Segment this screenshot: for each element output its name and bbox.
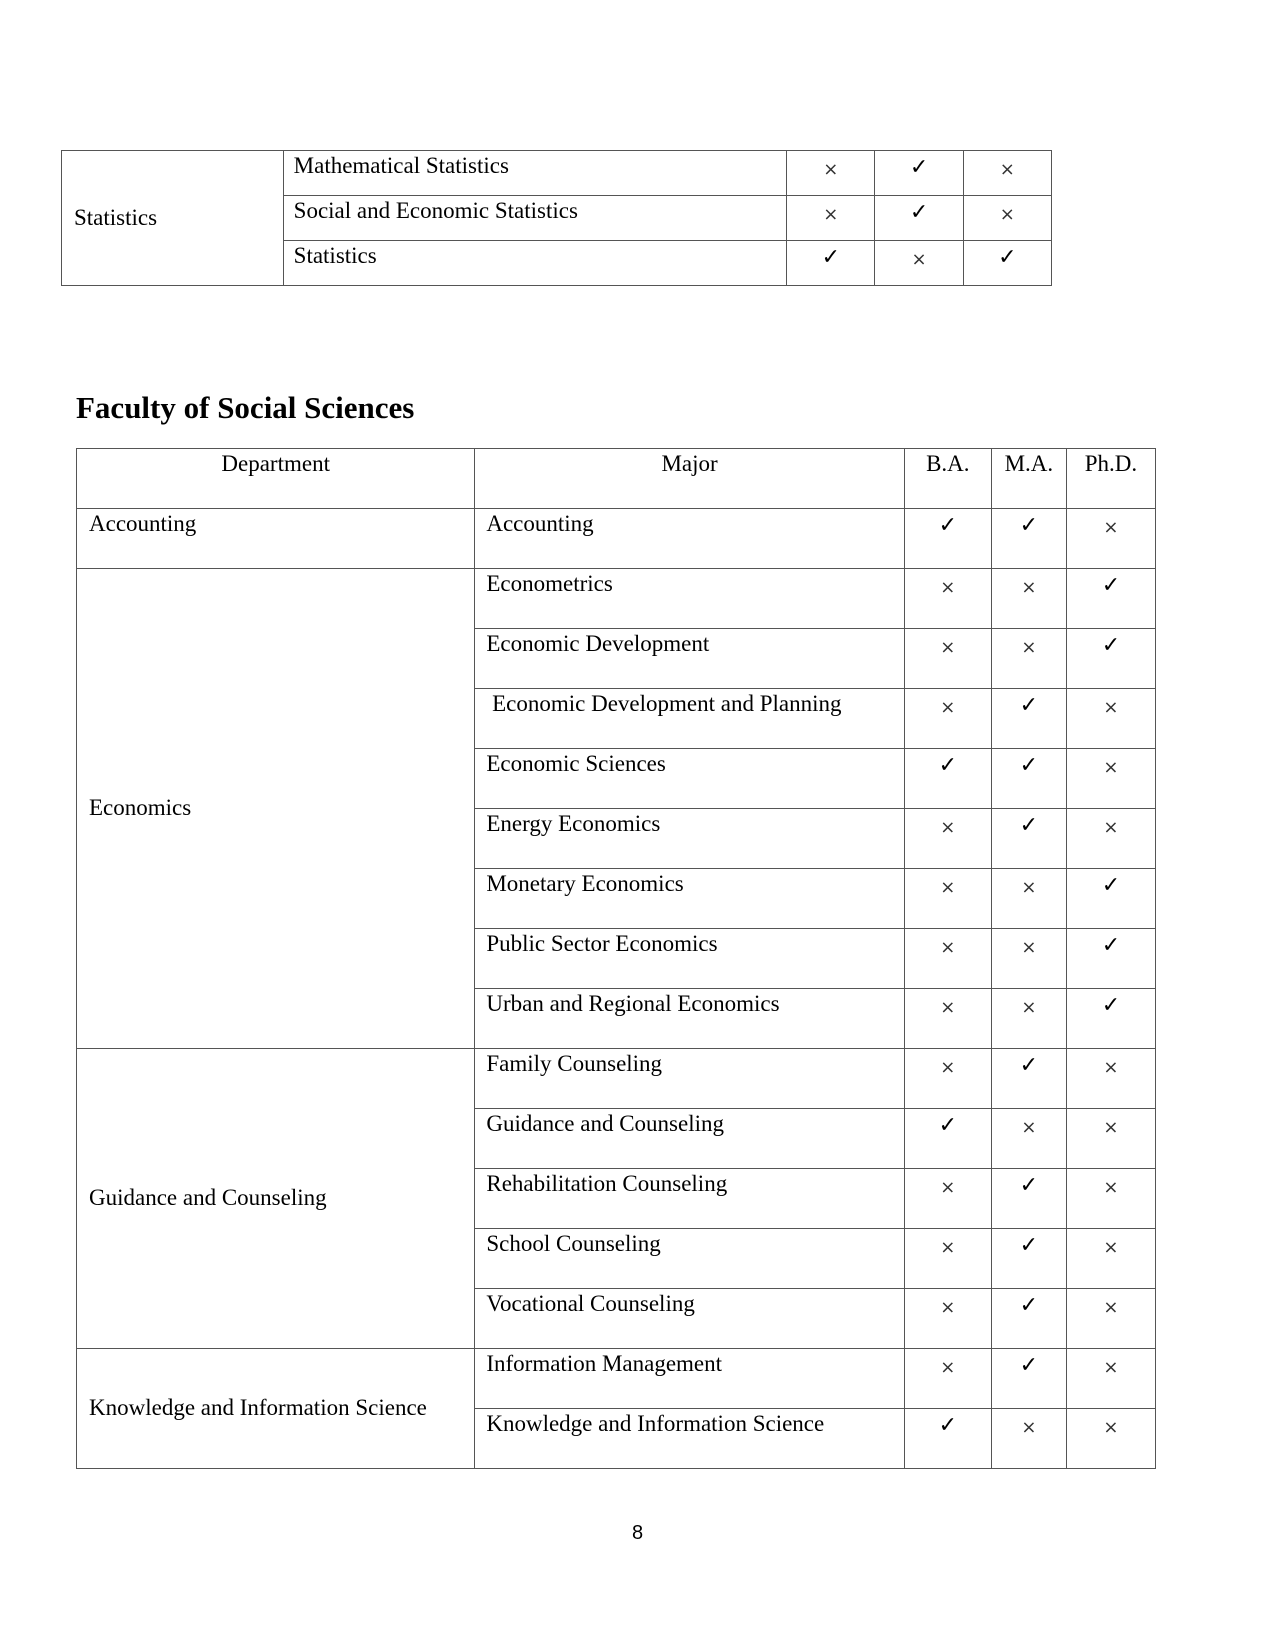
ma-cell	[875, 196, 963, 241]
cross-icon: ×	[1103, 697, 1119, 718]
phd-cell	[1066, 749, 1155, 809]
table-row	[77, 1049, 1156, 1109]
cross-icon: ×	[1103, 757, 1119, 778]
major-cell: Monetary Economics	[475, 869, 904, 929]
phd-cell	[1066, 569, 1155, 629]
table-header	[77, 449, 1156, 509]
cross-icon: ×	[940, 1357, 956, 1378]
cross-icon: ×	[1103, 1297, 1119, 1318]
major-cell: Statistics	[283, 241, 787, 286]
phd-cell	[1066, 509, 1155, 569]
major-cell: Social and Economic Statistics	[283, 196, 787, 241]
phd-cell	[1066, 1109, 1155, 1169]
cross-icon: ×	[940, 997, 956, 1018]
check-icon: ✓	[1019, 513, 1039, 538]
check-icon: ✓	[998, 245, 1017, 270]
major-cell: Urban and Regional Economics	[475, 989, 904, 1049]
department-cell: Statistics	[62, 151, 284, 286]
phd-cell	[1066, 929, 1155, 989]
department-cell: Economics	[77, 569, 475, 1049]
major-cell: School Counseling	[475, 1229, 904, 1289]
check-icon: ✓	[1101, 873, 1121, 898]
phd-cell	[1066, 1049, 1155, 1109]
ba-cell	[904, 1289, 991, 1349]
major-cell: Accounting	[475, 509, 904, 569]
check-icon: ✓	[1019, 1173, 1039, 1198]
phd-cell	[1066, 1289, 1155, 1349]
cross-icon: ×	[940, 1177, 956, 1198]
ma-cell	[991, 1409, 1066, 1469]
ma-cell	[991, 1169, 1066, 1229]
ma-cell	[991, 629, 1066, 689]
major-cell: Vocational Counseling	[475, 1289, 904, 1349]
phd-cell	[1066, 809, 1155, 869]
phd-cell	[1066, 1409, 1155, 1469]
ba-cell	[787, 151, 875, 196]
major-cell: Energy Economics	[475, 809, 904, 869]
cross-icon: ×	[940, 697, 956, 718]
department-cell: Knowledge and Information Science	[77, 1349, 475, 1469]
check-icon: ✓	[1019, 1293, 1039, 1318]
cross-icon: ×	[940, 937, 956, 958]
check-icon: ✓	[938, 753, 957, 778]
page-number: 8	[631, 1522, 644, 1544]
check-icon: ✓	[1101, 993, 1121, 1018]
department-cell: Accounting	[77, 509, 475, 569]
ba-cell	[904, 569, 991, 629]
major-cell: Rehabilitation Counseling	[475, 1169, 904, 1229]
cross-icon: ×	[1103, 1177, 1119, 1198]
cross-icon: ×	[940, 577, 956, 598]
statistics-table-body	[62, 151, 1052, 286]
cross-icon: ×	[940, 877, 956, 898]
table-row	[77, 509, 1156, 569]
cross-icon: ×	[911, 249, 927, 270]
ma-cell	[991, 1229, 1066, 1289]
phd-cell	[1066, 689, 1155, 749]
check-icon: ✓	[1101, 633, 1121, 658]
cross-icon: ×	[1021, 1117, 1037, 1138]
major-cell: Family Counseling	[475, 1049, 904, 1109]
cross-icon: ×	[823, 159, 839, 180]
check-icon: ✓	[909, 155, 929, 180]
phd-cell	[1066, 629, 1155, 689]
ma-cell	[875, 241, 963, 286]
table-row	[77, 1349, 1156, 1409]
ba-cell	[904, 989, 991, 1049]
cross-icon: ×	[940, 1057, 956, 1078]
ba-cell	[904, 1169, 991, 1229]
section-heading: Faculty of Social Sciences	[76, 390, 415, 425]
phd-cell	[1066, 989, 1155, 1049]
major-cell: Public Sector Economics	[475, 929, 904, 989]
cross-icon: ×	[1103, 1057, 1119, 1078]
ba-cell	[904, 809, 991, 869]
check-icon: ✓	[821, 245, 841, 270]
ma-cell	[875, 151, 963, 196]
phd-cell	[1066, 1349, 1155, 1409]
ma-cell	[991, 929, 1066, 989]
check-icon: ✓	[1019, 693, 1039, 718]
check-icon: ✓	[1019, 1353, 1039, 1378]
check-icon: ✓	[1101, 573, 1121, 598]
phd-cell	[1066, 869, 1155, 929]
ba-cell	[904, 929, 991, 989]
check-icon: ✓	[1019, 1233, 1039, 1258]
cross-icon: ×	[940, 637, 956, 658]
ma-cell	[991, 809, 1066, 869]
cross-icon: ×	[1021, 1417, 1037, 1438]
major-cell: Mathematical Statistics	[283, 151, 787, 196]
cross-icon: ×	[940, 1297, 956, 1318]
cross-icon: ×	[1021, 877, 1037, 898]
major-cell: Knowledge and Information Science	[475, 1409, 904, 1469]
phd-cell	[963, 151, 1051, 196]
ma-cell	[991, 509, 1066, 569]
ba-cell	[904, 1109, 991, 1169]
check-icon: ✓	[909, 200, 929, 225]
statistics-table	[61, 150, 1052, 286]
check-icon: ✓	[1019, 753, 1039, 778]
cross-icon: ×	[1103, 817, 1119, 838]
phd-cell	[963, 196, 1051, 241]
ba-cell	[787, 241, 875, 286]
cross-icon: ×	[1103, 1357, 1119, 1378]
header-ba: B.A.	[904, 449, 991, 509]
major-cell: Economic Development and Planning	[475, 689, 904, 749]
cross-icon: ×	[1021, 997, 1037, 1018]
cross-icon: ×	[1103, 1117, 1119, 1138]
cross-icon: ×	[1021, 637, 1037, 658]
cross-icon: ×	[1021, 577, 1037, 598]
ba-cell	[904, 629, 991, 689]
header-major: Major	[475, 449, 904, 509]
ma-cell	[991, 1349, 1066, 1409]
ba-cell	[904, 509, 991, 569]
header-ma: M.A.	[991, 449, 1066, 509]
check-icon: ✓	[938, 513, 957, 538]
check-icon: ✓	[1019, 813, 1039, 838]
ba-cell	[904, 869, 991, 929]
ma-cell	[991, 689, 1066, 749]
cross-icon: ×	[1103, 517, 1119, 538]
major-cell: Economic Sciences	[475, 749, 904, 809]
ma-cell	[991, 749, 1066, 809]
social-sciences-table	[76, 448, 1156, 1469]
phd-cell	[963, 241, 1051, 286]
phd-cell	[1066, 1169, 1155, 1229]
ba-cell	[904, 1409, 991, 1469]
department-cell: Guidance and Counseling	[77, 1049, 475, 1349]
ba-cell	[904, 749, 991, 809]
major-cell: Economic Development	[475, 629, 904, 689]
table-row	[62, 151, 1052, 196]
ma-cell	[991, 869, 1066, 929]
header-phd: Ph.D.	[1066, 449, 1155, 509]
table-row	[77, 569, 1156, 629]
social-sciences-table-body	[77, 509, 1156, 1469]
cross-icon: ×	[823, 204, 839, 225]
cross-icon: ×	[999, 204, 1015, 225]
header-department: Department	[77, 449, 475, 509]
phd-cell	[1066, 1229, 1155, 1289]
cross-icon: ×	[940, 817, 956, 838]
ba-cell	[904, 689, 991, 749]
major-cell: Econometrics	[475, 569, 904, 629]
ba-cell	[904, 1229, 991, 1289]
check-icon: ✓	[938, 1113, 957, 1138]
major-cell: Information Management	[475, 1349, 904, 1409]
cross-icon: ×	[1103, 1417, 1119, 1438]
ma-cell	[991, 1049, 1066, 1109]
header-row	[77, 449, 1156, 509]
cross-icon: ×	[1021, 937, 1037, 958]
ma-cell	[991, 1109, 1066, 1169]
check-icon: ✓	[1019, 1053, 1039, 1078]
cross-icon: ×	[1103, 1237, 1119, 1258]
major-cell: Guidance and Counseling	[475, 1109, 904, 1169]
cross-icon: ×	[940, 1237, 956, 1258]
cross-icon: ×	[999, 159, 1015, 180]
ba-cell	[904, 1349, 991, 1409]
ma-cell	[991, 569, 1066, 629]
check-icon: ✓	[1101, 933, 1121, 958]
ma-cell	[991, 1289, 1066, 1349]
ba-cell	[787, 196, 875, 241]
check-icon: ✓	[938, 1413, 957, 1438]
ma-cell	[991, 989, 1066, 1049]
ba-cell	[904, 1049, 991, 1109]
